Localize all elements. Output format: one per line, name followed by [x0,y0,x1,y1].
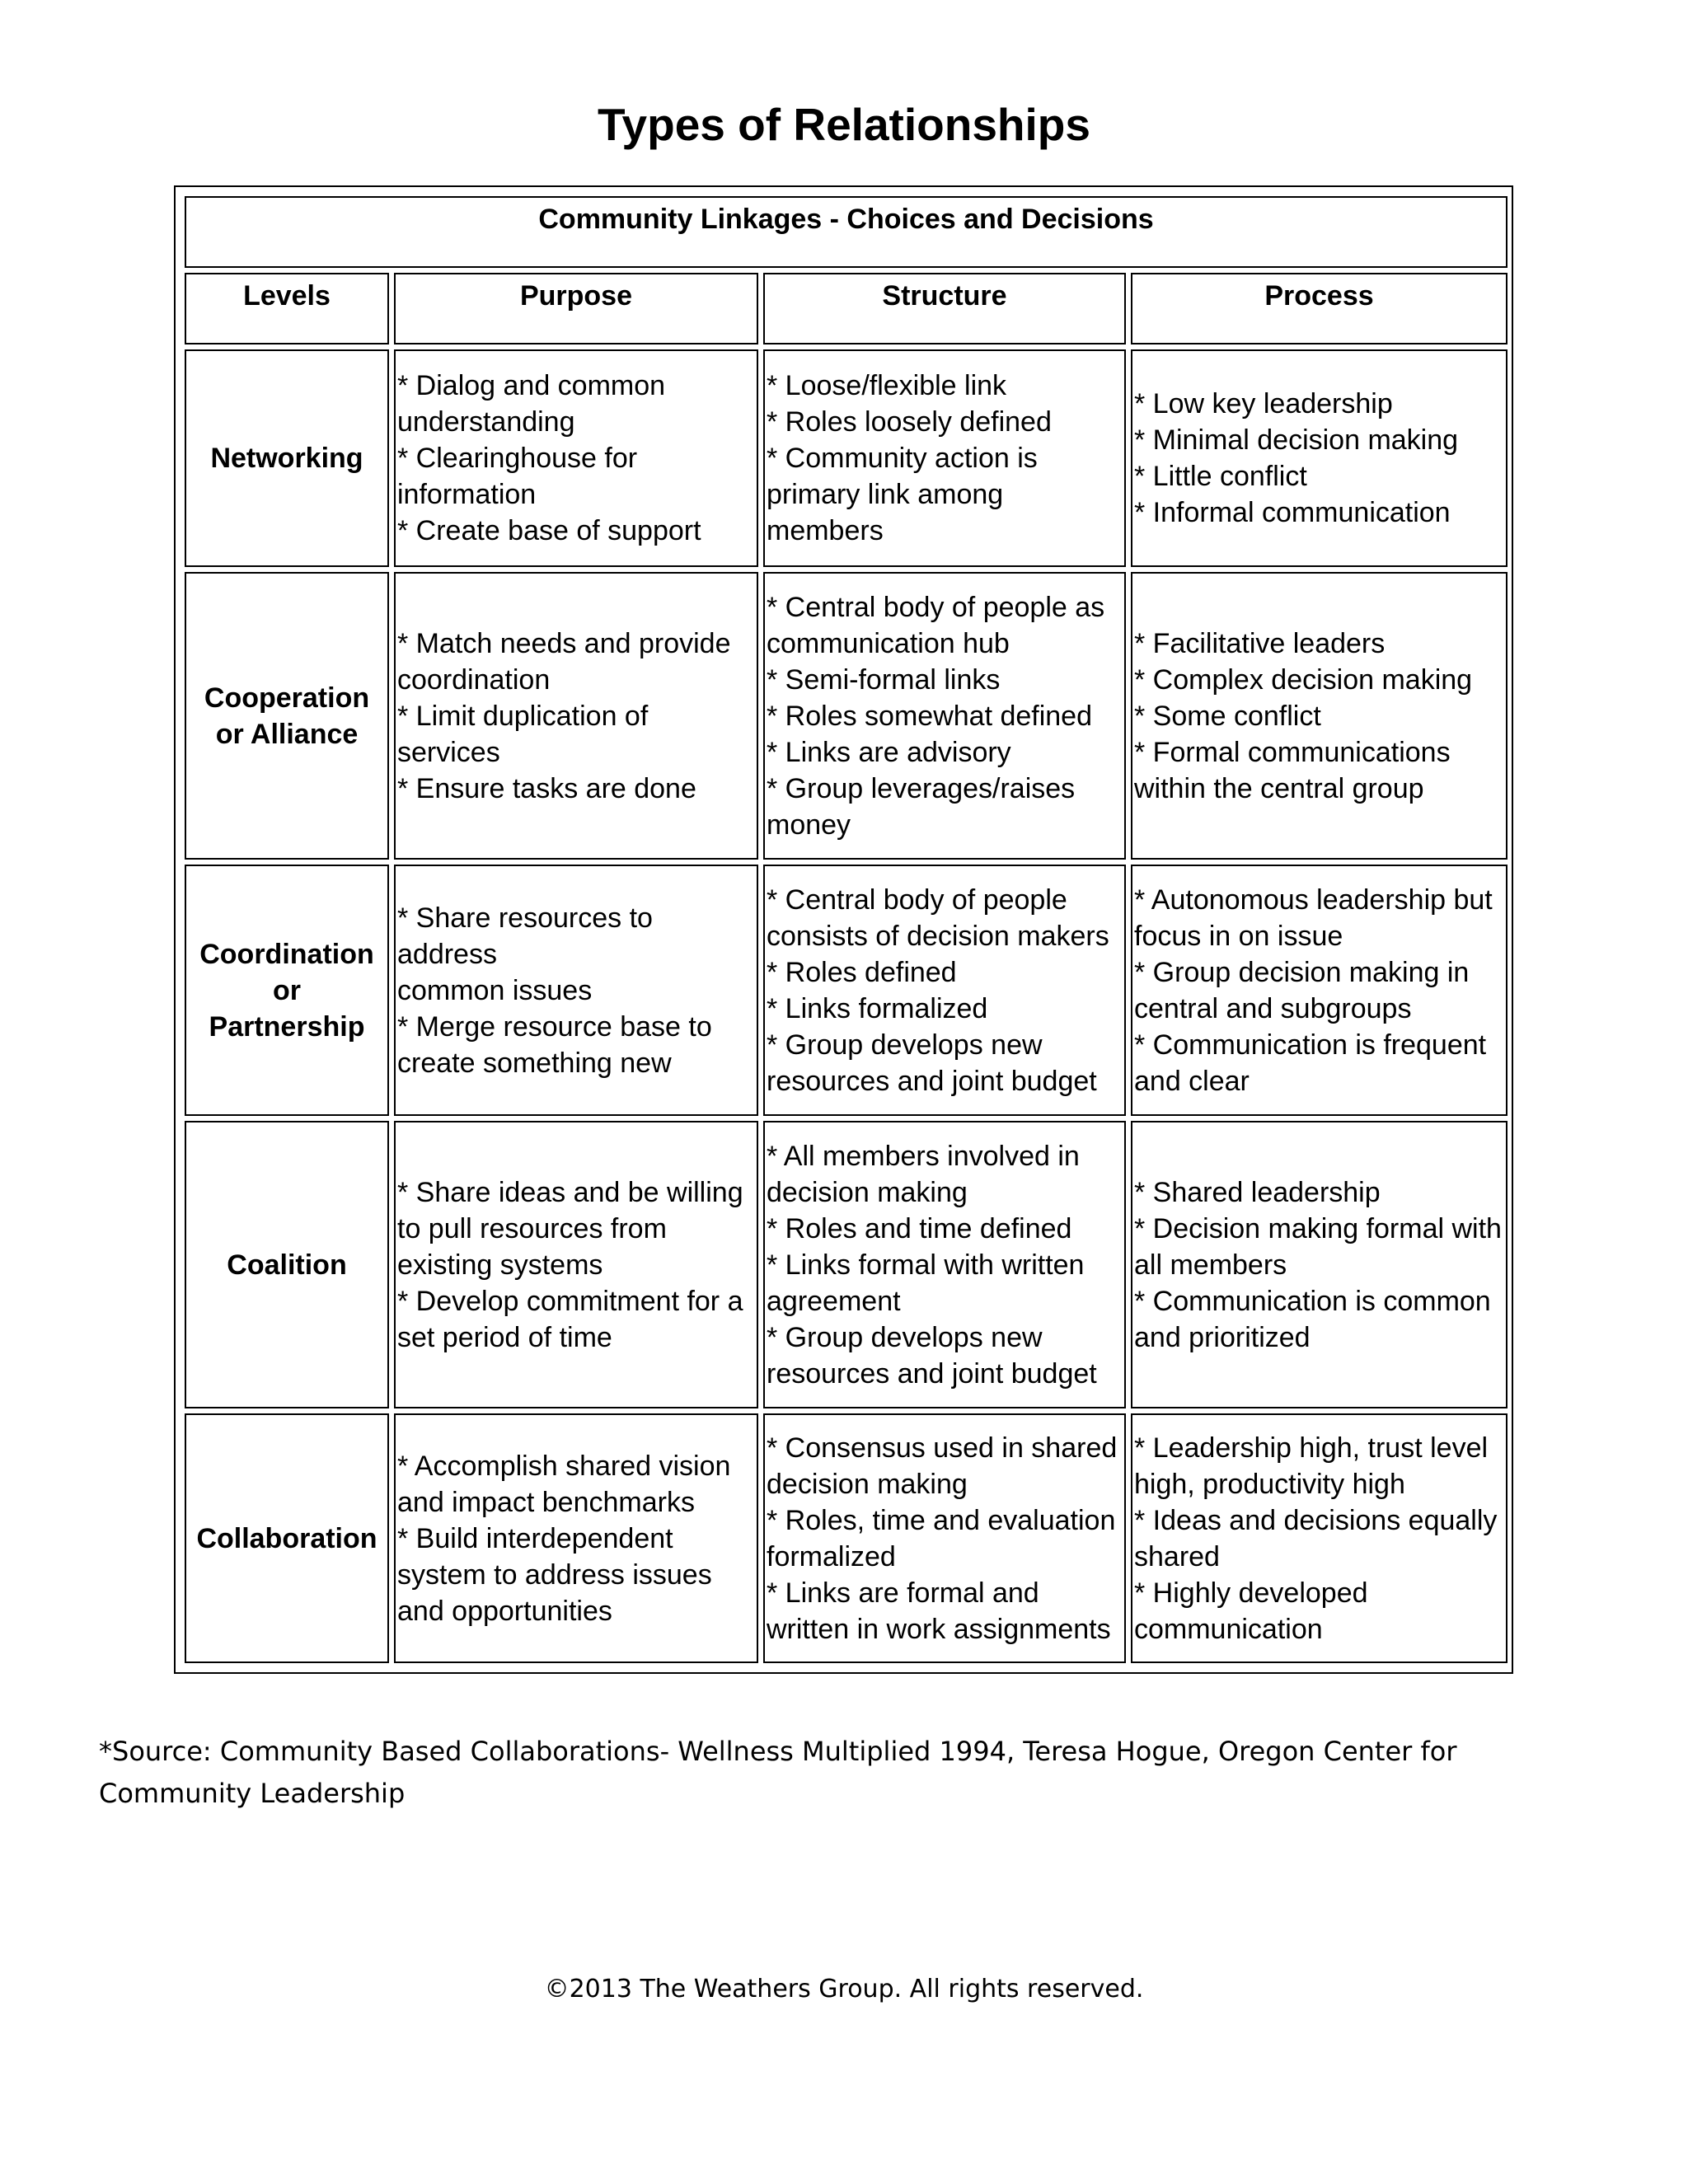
cell-line: Partnership [209,1010,365,1043]
process-cell [1131,865,1507,1116]
column-header-levels: Levels [185,273,389,344]
cell-line: * Autonomous leadership but [1134,883,1493,916]
cell-line: and clear [1134,1065,1250,1097]
cell-line: existing systems [397,1249,603,1281]
cell-line: * Links are formal and [767,1577,1039,1609]
cell-line: * Create base of support [397,514,701,546]
table-row [185,572,1507,860]
cell-line: * Group develops new [767,1321,1043,1353]
cell-line: information [397,478,537,510]
cell-line: * Match needs and provide [397,627,731,659]
column-header-structure: Structure [763,273,1126,344]
cell-line: * Loose/flexible link [767,369,1007,401]
cell-line: * Roles, time and evaluation [767,1504,1116,1536]
cell-line: * Merge resource base to [397,1010,712,1043]
cell-line: * Group develops new [767,1029,1043,1061]
source-note: *Source: Community Based Collaborations- Wellness Multiplied 1994, Teresa Hogue, Oregon Center for Community Leadership [99,1736,1457,1809]
relationships-table [180,191,1512,1668]
cell-line: * Share resources to address [397,902,653,970]
cell-line: resources and joint budget [767,1065,1097,1097]
cell-line: * Formal communications [1134,736,1451,768]
cell-line: or Alliance [215,718,359,750]
table-row [185,349,1507,567]
level-cell [185,1121,389,1408]
cell-line: * Develop commitment for a [397,1285,743,1317]
cell-line: high, productivity high [1134,1468,1405,1500]
cell-line: Collaboration [196,1522,377,1554]
cell-line: * Community action is [767,442,1038,474]
cell-line: shared [1134,1540,1220,1572]
cell-line: * All members involved in [767,1140,1080,1172]
cell-line: * Clearinghouse for [397,442,638,474]
level-cell [185,1413,389,1663]
cell-line: * Roles defined [767,956,957,988]
table-caption-row [185,196,1507,268]
cell-line: written in work assignments [767,1613,1111,1645]
level-cell [185,349,389,567]
cell-line: * Highly developed [1134,1577,1368,1609]
cell-line: resources and joint budget [767,1357,1097,1390]
cell-line: * Central body of people [767,883,1067,916]
cell-line: * Build interdependent [397,1522,673,1554]
structure-cell [763,1413,1126,1663]
cell-line: * Facilitative leaders [1134,627,1386,659]
cell-line: * Roles and time defined [767,1212,1072,1244]
cell-line: decision making [767,1468,968,1500]
cell-line: and opportunities [397,1595,612,1627]
cell-line: set period of time [397,1321,612,1353]
cell-line: * Consensus used in shared [767,1432,1118,1464]
cell-line: within the central group [1134,772,1424,804]
cell-line: * Links formalized [767,992,988,1024]
cell-line: * Share ideas and be willing [397,1176,743,1208]
cell-line: and prioritized [1134,1321,1311,1353]
structure-cell [763,865,1126,1116]
purpose-cell [394,1121,758,1408]
process-cell [1131,572,1507,860]
cell-line: * Roles somewhat defined [767,700,1093,732]
table-caption: Community Linkages - Choices and Decisions [185,196,1507,268]
cell-line: * Semi-formal links [767,663,1001,696]
purpose-cell [394,572,758,860]
cell-line: * Communication is frequent [1134,1029,1487,1061]
cell-line: * Links are advisory [767,736,1011,768]
cell-line: * Minimal decision making [1134,424,1459,456]
process-cell [1131,349,1507,567]
cell-line: * Group decision making in [1134,956,1470,988]
structure-cell [763,349,1126,567]
structure-cell [763,572,1126,860]
cell-line: consists of decision makers [767,920,1109,952]
cell-line: or [273,974,301,1006]
cell-line: communication hub [767,627,1010,659]
cell-line: coordination [397,663,551,696]
cell-line: create something new [397,1047,672,1079]
column-header-purpose: Purpose [394,273,758,344]
cell-line: central and subgroups [1134,992,1412,1024]
cell-line: to pull resources from [397,1212,667,1244]
level-cell [185,865,389,1116]
purpose-cell [394,865,758,1116]
cell-line: focus in on issue [1134,920,1343,952]
cell-line: Coalition [227,1249,347,1281]
cell-line: communication [1134,1613,1323,1645]
page-title: Types of Relationships [598,99,1090,150]
cell-line: * Dialog and common [397,369,666,401]
cell-line: primary link among members [767,478,1004,546]
cell-line: * Low key leadership [1134,387,1393,419]
cell-line: * Informal communication [1134,496,1451,528]
cell-line: * Complex decision making [1134,663,1473,696]
cell-line: Cooperation [204,682,370,714]
purpose-cell [394,1413,758,1663]
cell-line: * Leadership high, trust level [1134,1432,1489,1464]
cell-line: common issues [397,974,593,1006]
cell-line: system to address issues [397,1558,712,1591]
column-header-process: Process [1131,273,1507,344]
cell-line: money [767,808,851,841]
cell-line: * Ensure tasks are done [397,772,696,804]
structure-cell [763,1121,1126,1408]
cell-line: Networking [210,442,363,474]
table-row [185,1121,1507,1408]
cell-line: * Accomplish shared vision [397,1450,731,1482]
cell-line: * Roles loosely defined [767,405,1052,438]
table-header-row [185,273,1507,344]
cell-line: and impact benchmarks [397,1486,695,1518]
cell-line: * Little conflict [1134,460,1307,492]
table-row [185,1413,1507,1663]
cell-line: understanding [397,405,575,438]
table-row [185,865,1507,1116]
process-cell [1131,1121,1507,1408]
cell-line: * Limit duplication of services [397,700,649,768]
cell-line: * Shared leadership [1134,1176,1381,1208]
cell-line: Coordination [199,938,374,970]
cell-line: * Group leverages/raises [767,772,1076,804]
cell-line: agreement [767,1285,901,1317]
copyright-footer: ©2013 The Weathers Group. All rights reserved. [544,1975,1144,2004]
cell-line: * Some conflict [1134,700,1321,732]
purpose-cell [394,349,758,567]
cell-line: * Communication is common [1134,1285,1491,1317]
level-cell [185,572,389,860]
cell-line: * Decision making formal with [1134,1212,1502,1244]
cell-line: * Ideas and decisions equally [1134,1504,1498,1536]
cell-line: decision making [767,1176,968,1208]
cell-line: all members [1134,1249,1287,1281]
cell-line: * Central body of people as [767,591,1105,623]
process-cell [1131,1413,1507,1663]
cell-line: formalized [767,1540,896,1572]
cell-line: * Links formal with written [767,1249,1085,1281]
